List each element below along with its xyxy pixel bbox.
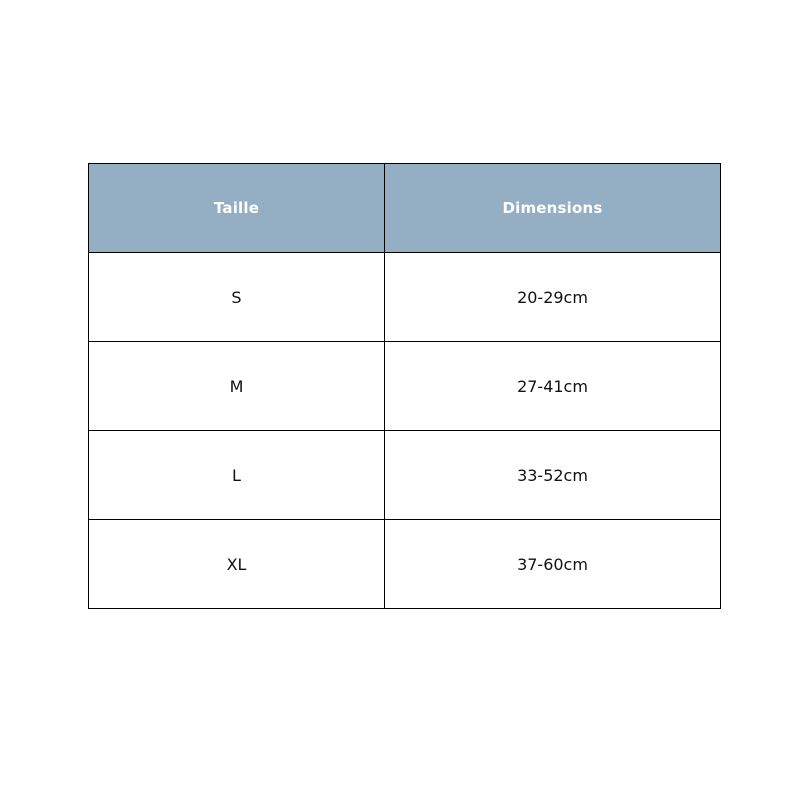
column-header-dimensions: Dimensions: [385, 164, 721, 253]
table-row: [89, 431, 721, 520]
cell-size: L: [89, 431, 385, 520]
table-body: [89, 253, 721, 609]
table-header-row: [89, 164, 721, 253]
cell-dimensions: 37-60cm: [385, 520, 721, 609]
cell-size: S: [89, 253, 385, 342]
table-header: [89, 164, 721, 253]
cell-size: M: [89, 342, 385, 431]
table-row: [89, 342, 721, 431]
table-row: [89, 520, 721, 609]
cell-size: XL: [89, 520, 385, 609]
cell-dimensions: 27-41cm: [385, 342, 721, 431]
column-header-size: Taille: [89, 164, 385, 253]
cell-dimensions: 20-29cm: [385, 253, 721, 342]
size-chart-table: [88, 163, 721, 609]
cell-dimensions: 33-52cm: [385, 431, 721, 520]
table-row: [89, 253, 721, 342]
